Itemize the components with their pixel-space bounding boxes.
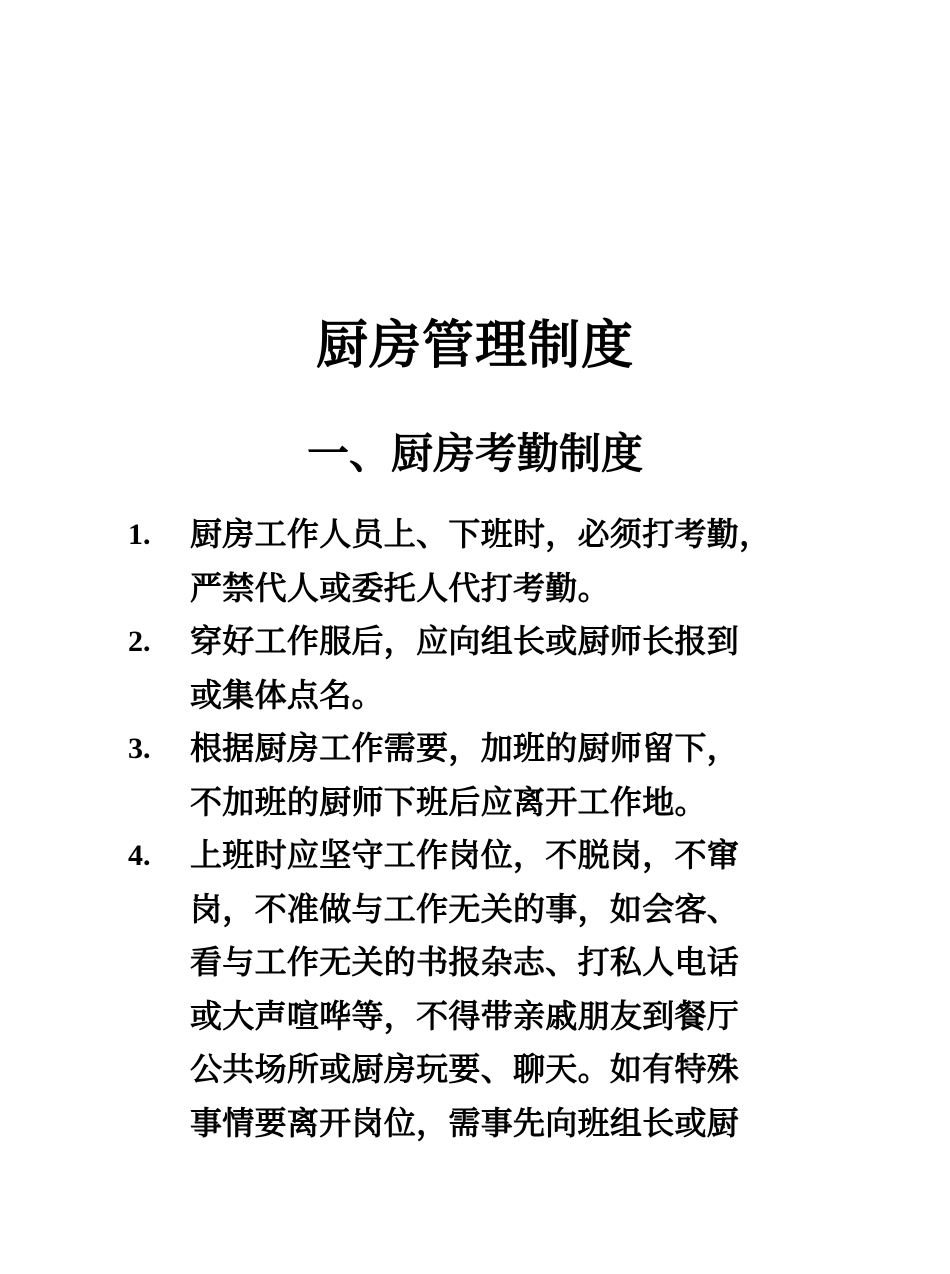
list-item	[128, 829, 858, 1150]
item-text	[190, 615, 830, 722]
item-text-line: 不加班的厨师下班后应离开工作地。	[190, 782, 707, 821]
item-text-line: 公共场所或厨房玩要、聊天。如有特殊	[190, 1050, 740, 1088]
item-text	[190, 508, 830, 615]
list-item	[128, 508, 858, 615]
item-number: 3.	[128, 732, 151, 765]
item-number: 1.	[128, 518, 151, 551]
list-item	[128, 722, 858, 829]
document-title: 厨房管理制度	[315, 315, 634, 376]
item-text-line: 厨房工作人员上、下班时，必须打考勤，	[190, 515, 772, 553]
item-text	[190, 829, 830, 1150]
item-text-line: 严禁代人或委托人代打考勤。	[190, 568, 610, 607]
item-text-line: 或大声喧哗等，不得带亲戚朋友到餐厅	[190, 996, 740, 1035]
item-text-line: 事情要离开岗位，需事先向班组长或厨	[190, 1103, 740, 1142]
item-text-line: 上班时应坚守工作岗位，不脱岗，不窜	[190, 836, 740, 874]
item-text-line: 或集体点名。	[190, 675, 384, 714]
item-number: 2.	[128, 625, 151, 658]
item-number: 4.	[128, 839, 151, 872]
item-text	[190, 722, 830, 829]
section-title: 一、厨房考勤制度	[306, 429, 643, 478]
list-item	[128, 615, 858, 722]
item-text-line: 岗，不准做与工作无关的事，如会客、	[190, 889, 740, 928]
item-text-line: 穿好工作服后，应向组长或厨师长报到	[190, 622, 740, 660]
item-text-line: 看与工作无关的书报杂志、打私人电话	[190, 943, 740, 981]
item-text-line: 根据厨房工作需要，加班的厨师留下，	[190, 729, 740, 767]
rules-list	[128, 508, 858, 1150]
